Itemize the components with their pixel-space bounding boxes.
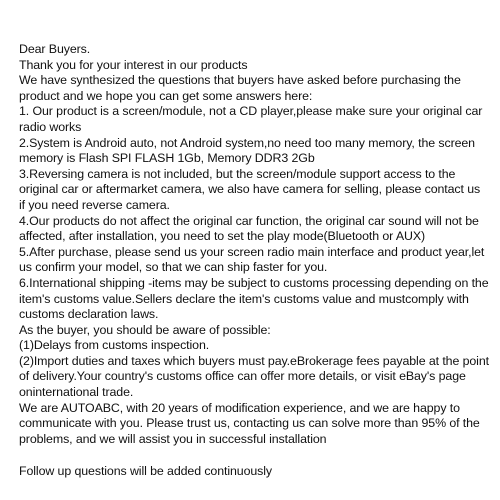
- faq-item-1: 1. Our product is a screen/module, not a CD player,please make sure your original car radio works: [19, 104, 483, 134]
- follow-up-note: Follow up questions will be added continuously: [19, 464, 273, 479]
- buyer-aware-line: As the buyer, you should be aware of possible:: [19, 322, 271, 337]
- about-company: We are AUTOABC, with 20 years of modification experience, and we are happy to communicate with you. Please trust us, contacting us can solve more than 95% of the problems, and we will assist you in successful installation: [19, 400, 480, 446]
- faq-item-3: 3.Reversing camera is not included, but the screen/module support access to the original car or aftermarket camera, we also have camera for selling, please contact us if you need reverse camera.: [19, 166, 481, 212]
- faq-item-2: 2.System is Android auto, not Android system,no need too many memory, the screen memory is Flash SPI FLASH 1Gb, Memory DDR3 2Gb: [19, 135, 475, 166]
- possible-item-1: (1)Delays from customs inspection.: [19, 338, 210, 353]
- possible-item-2: (2)Import duties and taxes which buyers must pay.eBrokerage fees payable at the point of delivery.Your country's customs office can offer more details, or visit eBay's page oninternational trade.: [19, 353, 489, 400]
- faq-item-4: 4.Our products do not affect the original car function, the original car sound will not be affected, after installation, you need to set the play mode(Bluetooth or AUX): [19, 213, 479, 244]
- buyer-notice: [19, 42, 489, 480]
- greeting: Dear Buyers.: [19, 42, 91, 56]
- paragraph-spacer: [19, 447, 489, 464]
- synthesized-intro: We have synthesized the questions that buyers have asked before purchasing the product and we hope you can get some answers here:: [19, 73, 461, 103]
- faq-item-6: 6.International shipping -items may be subject to customs processing depending on the item's customs value.Sellers declare the item's customs value and mustcomply with customs declaration laws.: [19, 275, 489, 322]
- intro-line: Thank you for your interest in our products: [19, 57, 248, 72]
- faq-item-5: 5.After purchase, please send us your screen radio main interface and product year,let us confirm your model, so that we can ship faster for you.: [19, 244, 485, 275]
